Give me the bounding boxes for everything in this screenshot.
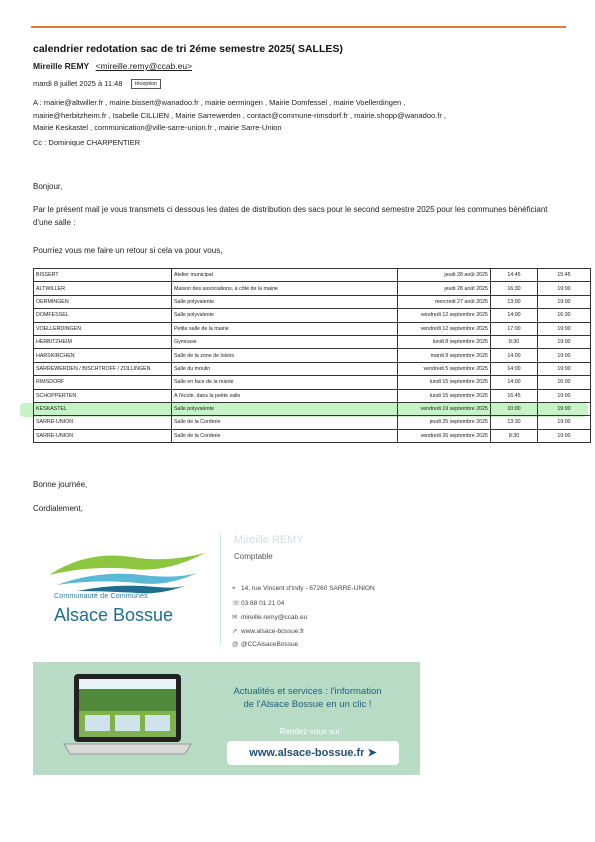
location-cell: Salle de la zone de loisirs: [172, 349, 398, 362]
email-subject: calendrier redotation sac de tri 2éme semestre 2025( SALLES): [33, 43, 343, 55]
commune-cell: OERMINGEN: [34, 295, 172, 308]
end-time-cell: 19:00: [538, 322, 591, 335]
date-cell: vendredi 5 septembre 2025: [398, 362, 491, 375]
date-cell: vendredi 26 septembre 2025: [398, 429, 491, 442]
org-name: Alsace Bossue: [54, 605, 174, 625]
reception-tag: réception: [131, 79, 162, 89]
location-pin-icon: ⌖: [232, 585, 236, 592]
greeting: Bonjour,: [33, 182, 63, 191]
start-time-cell: 14:00: [491, 362, 538, 375]
address-text: 14, rue Vincent d'Indy - 67260 SARRE-UNION: [241, 585, 375, 592]
location-cell: Maison des associations, à côté de la mairie: [172, 282, 398, 295]
phone-text[interactable]: 03 88 01 21 04: [241, 600, 285, 607]
address-row: [232, 585, 375, 593]
website-link[interactable]: www.alsace-bossue.fr: [241, 628, 305, 635]
end-time-cell: 19:00: [538, 416, 591, 429]
date-cell: vendredi 12 septembre 2025: [398, 322, 491, 335]
date-cell: mercredi 27 août 2025: [398, 295, 491, 308]
recipients: [33, 97, 573, 135]
phone-icon: ☏: [232, 600, 241, 607]
to-label: A :: [33, 98, 42, 107]
signature-name: Mireille REMY: [234, 534, 304, 546]
to-line-1: mairie@altwiller.fr , mairie.bissert@wanadoo.fr , mairie oermingen , Mairie Domfessel , mairie Voellerdingen ,: [43, 98, 406, 107]
start-time-cell: 17:00: [491, 322, 538, 335]
web-row: [232, 627, 304, 635]
location-cell: Salle polyvalente: [172, 402, 398, 415]
commune-cell: HERBITZHEIM: [34, 335, 172, 348]
table-row: [34, 376, 591, 389]
schedule-table: [33, 268, 591, 443]
date-cell: lundi 15 septembre 2025: [398, 389, 491, 402]
banner-cta: Rendez-vous sur: [279, 727, 341, 736]
commune-cell: ALTWILLER: [34, 282, 172, 295]
phone-row: [232, 599, 284, 607]
location-cell: Salle polyvalente: [172, 309, 398, 322]
email-sender: [33, 61, 192, 71]
commune-cell: HARSKIRCHEN: [34, 349, 172, 362]
end-time-cell: 16:00: [538, 376, 591, 389]
location-cell: Petite salle de la mairie: [172, 322, 398, 335]
body-paragraph-1: Par le présent mail je vous transmets ci dessous les dates de distribution des sacs pour le second semestre 2025 pour les communes bénéficiant d'une salle :: [33, 205, 548, 227]
signature-divider: [220, 533, 221, 645]
table-row: [34, 416, 591, 429]
location-cell: Salle polyvalente: [172, 295, 398, 308]
date-cell: jeudi 28 août 2025: [398, 282, 491, 295]
commune-cell: SARREWERDEN / BISCHTROFF / ZOLLINGEN: [34, 362, 172, 375]
closing-2: Cordialement,: [33, 504, 83, 513]
banner-line-2: de l'Alsace Bossue en un clic !: [243, 699, 372, 710]
table-row: [34, 429, 591, 442]
date-text: mardi 8 juillet 2025 à 11:48: [33, 79, 123, 88]
table-row: [34, 295, 591, 308]
end-time-cell: 19:00: [538, 295, 591, 308]
location-cell: Salle du moulin: [172, 362, 398, 375]
commune-cell: SARRE-UNION: [34, 416, 172, 429]
mail-icon: ✉: [232, 614, 238, 621]
end-time-cell: 15:45: [538, 269, 591, 282]
org-line: Communauté de Communes: [54, 593, 148, 600]
end-time-cell: 19:00: [538, 349, 591, 362]
location-cell: Atelier municipal: [172, 269, 398, 282]
signature-role: Comptable: [234, 552, 273, 561]
start-time-cell: 16:30: [491, 282, 538, 295]
banner-line-1: Actualités et services : l'information: [233, 686, 382, 697]
table-row: [34, 389, 591, 402]
commune-cell: KESKASTEL: [34, 402, 172, 415]
start-time-cell: 16:45: [491, 389, 538, 402]
pointer-icon: ➤: [367, 747, 377, 759]
table-row: [34, 322, 591, 335]
commune-cell: DOMFESSEL: [34, 309, 172, 322]
email-date: [33, 79, 161, 89]
social-text[interactable]: @CCAlsaceBossue: [241, 641, 299, 648]
end-time-cell: 19:00: [538, 402, 591, 415]
body-paragraph-2: Pourriez vous me faire un retour si cela va pour vous,: [33, 246, 223, 255]
cc-line: Cc : Dominique CHARPENTIER: [33, 138, 141, 147]
sender-name: Mireille REMY: [33, 61, 90, 71]
email-link[interactable]: mireille.remy@ccab.eu: [241, 614, 308, 621]
end-time-cell: 16:30: [538, 309, 591, 322]
start-time-cell: 8:30: [491, 335, 538, 348]
location-cell: A l'école, dans la petite salle: [172, 389, 398, 402]
start-time-cell: 14:00: [491, 376, 538, 389]
social-row: [232, 641, 298, 648]
commune-cell: RIMSDORF: [34, 376, 172, 389]
end-time-cell: 19:00: [538, 389, 591, 402]
banner-text: [200, 685, 415, 711]
date-cell: vendredi 12 septembre 2025: [398, 309, 491, 322]
to-line-3: Mairie Keskastel , communication@ville-sarre-union.fr , mairie Sarre-Union: [33, 123, 282, 132]
table-row: [34, 309, 591, 322]
header-rule: [31, 26, 566, 28]
location-cell: Salle de la Corderie: [172, 416, 398, 429]
date-cell: jeudi 28 août 2025: [398, 269, 491, 282]
commune-cell: VOELLERDINGEN: [34, 322, 172, 335]
location-cell: Gymnase: [172, 335, 398, 348]
banner-url-button[interactable]: [227, 741, 399, 765]
cursor-icon: ➚: [232, 628, 238, 635]
commune-cell: BISSERT: [34, 269, 172, 282]
at-icon: @: [232, 641, 239, 648]
table-row: [34, 335, 591, 348]
location-cell: Salle de la Corderie: [172, 429, 398, 442]
start-time-cell: 8:30: [491, 429, 538, 442]
table-row: [34, 269, 591, 282]
email-row: [232, 613, 307, 621]
table-row: [34, 349, 591, 362]
end-time-cell: 19:00: [538, 429, 591, 442]
date-cell: lundi 15 septembre 2025: [398, 376, 491, 389]
date-cell: jeudi 25 septembre 2025: [398, 416, 491, 429]
table-row: [34, 282, 591, 295]
date-cell: lundi 8 septembre 2025: [398, 335, 491, 348]
table-row: [34, 362, 591, 375]
to-line-2: mairie@herbitzheim.fr , Isabelle CILLIEN , Mairie Sarrewerden , contact@commune-rimsdorf.fr , mairie.shopp@wanadoo.fr ,: [33, 110, 446, 120]
end-time-cell: 19:00: [538, 362, 591, 375]
start-time-cell: 14:00: [491, 349, 538, 362]
banner-url: www.alsace-bossue.fr: [249, 747, 365, 759]
start-time-cell: 10:00: [491, 402, 538, 415]
end-time-cell: 19:00: [538, 282, 591, 295]
commune-cell: SARRE-UNION: [34, 429, 172, 442]
closing-1: Bonne journée,: [33, 480, 88, 489]
end-time-cell: 19:00: [538, 335, 591, 348]
commune-cell: SCHOPPERTEN: [34, 389, 172, 402]
date-cell: vendredi 19 septembre 2025: [398, 402, 491, 415]
start-time-cell: 14:00: [491, 309, 538, 322]
start-time-cell: 13:30: [491, 416, 538, 429]
start-time-cell: 13:00: [491, 295, 538, 308]
start-time-cell: 14:45: [491, 269, 538, 282]
date-cell: mardi 9 septembre 2025: [398, 349, 491, 362]
sender-email-link[interactable]: <mireille.remy@ccab.eu>: [95, 61, 193, 71]
laptop-icon: [60, 670, 195, 760]
table-row: [34, 402, 591, 415]
location-cell: Salle en face de la mairie: [172, 376, 398, 389]
